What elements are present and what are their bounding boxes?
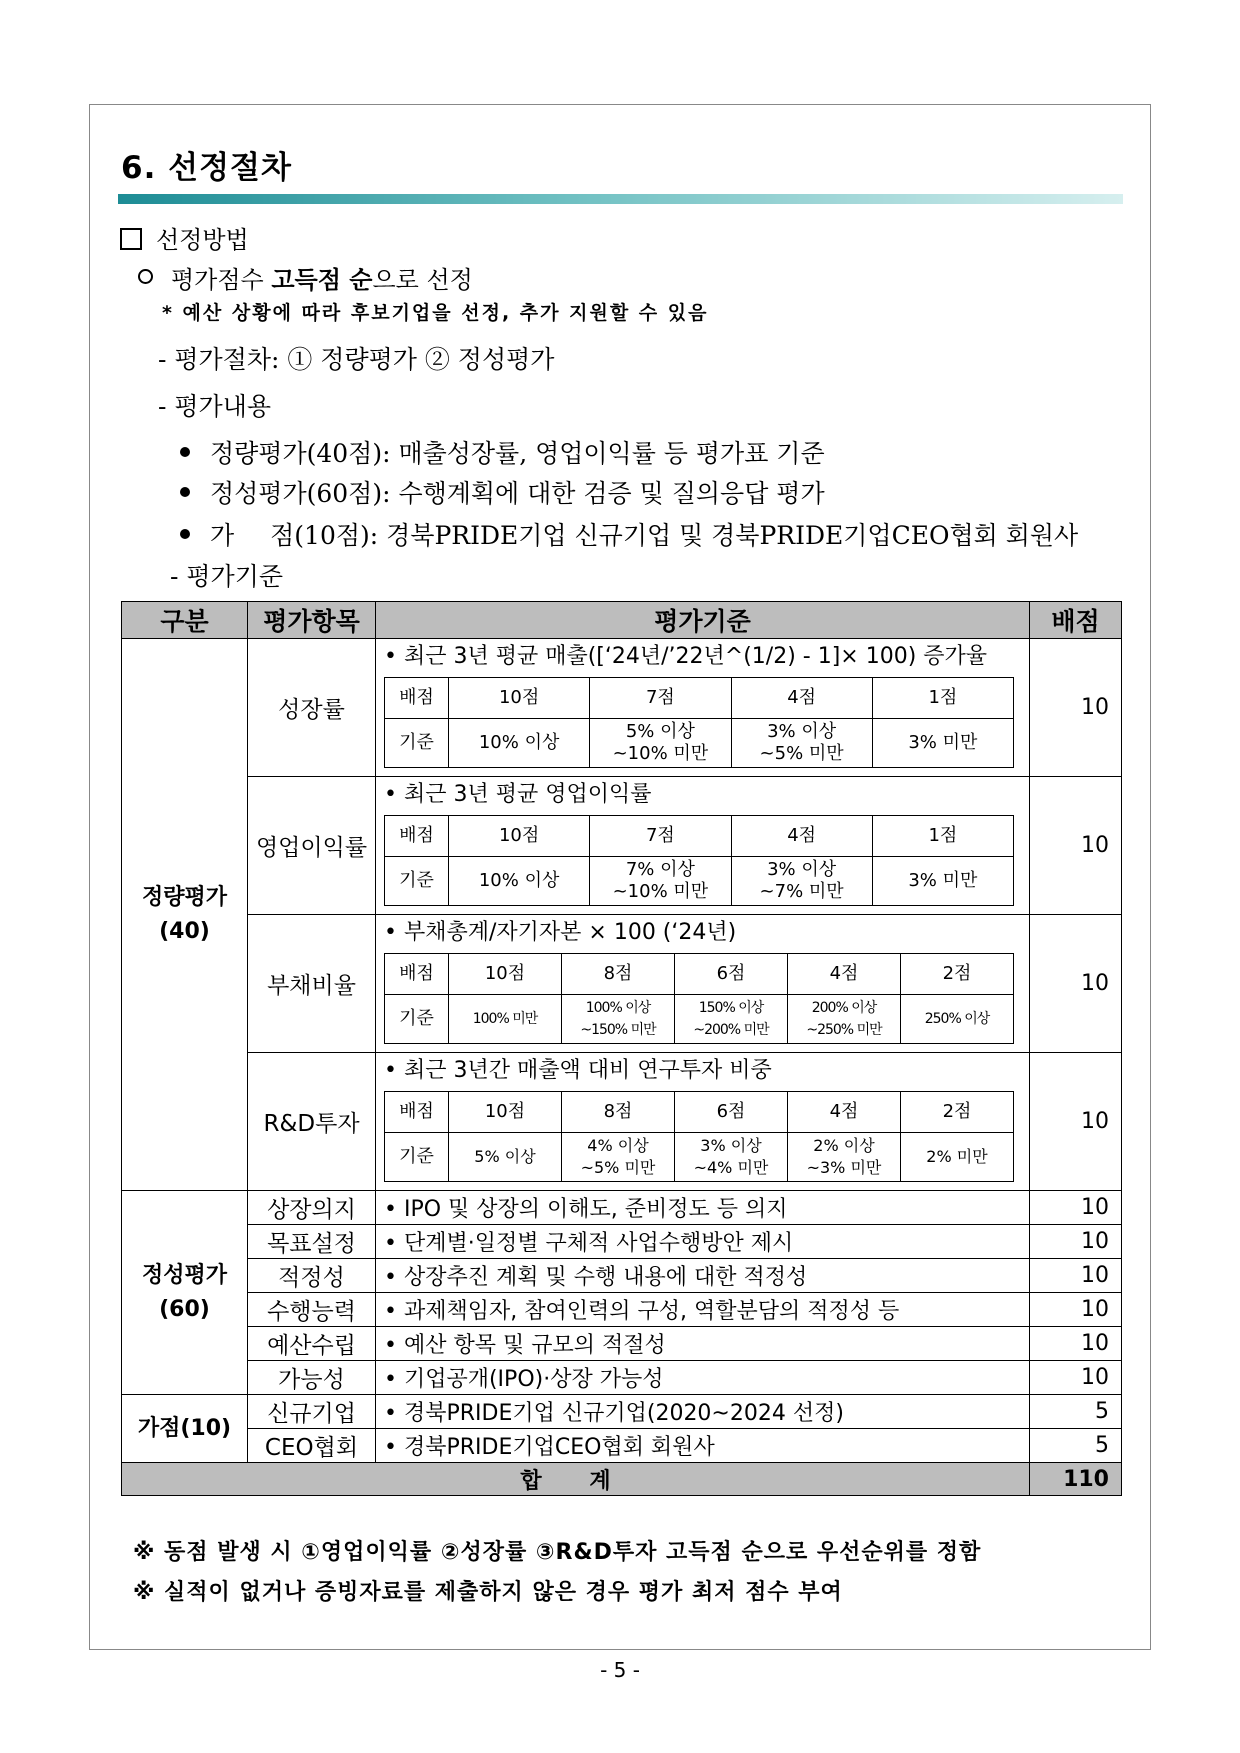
item-name: 상장의지 [248,1191,376,1225]
item-name: 부채비율 [248,915,376,1053]
item-name: 영업이익률 [248,777,376,915]
sub-value-cell: 2% 미만 [901,1133,1014,1182]
criteria-label: - 평가기준 [170,562,283,591]
bullet-label-b: 점(10점): [270,521,379,550]
bullet-dot-icon [180,529,190,539]
table-row [122,915,1122,1053]
sub-header-cell: 1점 [872,678,1013,719]
evaluation-table [121,601,1122,1496]
total-label: 합 계 [122,1463,1030,1496]
bullet-text: 경북PRIDE기업 신규기업 및 경북PRIDE기업CEO협회 회원사 [386,521,1079,550]
missing-evidence-note: ※ 실적이 없거나 증빙자료를 제출하지 않은 경우 평가 최저 점수 부여 [133,1580,843,1605]
criteria-text: • 최근 3년 평균 매출([‘24년/’22년^(1/2) - 1]× 100) 증가율 [384,644,988,669]
table-row [122,1429,1122,1463]
category-label: 정성평가 [141,1262,227,1288]
item-name: 성장률 [248,639,376,777]
score-cell: 10 [1030,1259,1122,1293]
sub-header-cell: 7점 [590,816,731,857]
sub-header-cell: 4점 [788,1092,901,1133]
criteria-text: • 부채총계/자기자본 × 100 (‘24년) [384,920,737,945]
bullet-text: 매출성장률, 영업이익률 등 평가표 기준 [398,439,825,468]
criteria-text: • 과제책임자, 참여인력의 구성, 역할분담의 적정성 등 [376,1293,1030,1327]
table-row [122,1225,1122,1259]
method-heading [120,220,249,255]
criteria-text: • 예산 항목 및 규모의 적절성 [376,1327,1030,1361]
sub-value-cell: 3% 이상 ~7% 미만 [731,857,872,906]
header-score: 배점 [1030,602,1122,639]
item-name: CEO협회 [248,1429,376,1463]
criteria-text: • 경북PRIDE기업 신규기업(2020~2024 선정) [376,1395,1030,1429]
sub-header-cell: 배점 [385,1092,449,1133]
sub-header-cell: 10점 [449,1092,562,1133]
sub-header-cell: 8점 [562,954,675,995]
score-cell: 10 [1030,639,1122,777]
table-row [122,1191,1122,1225]
score-cell: 10 [1030,1361,1122,1395]
bullet-quantitative [180,434,825,470]
header-criteria: 평가기준 [376,602,1030,639]
sub-score-table [384,953,1014,1044]
sub-header-cell: 10점 [449,678,590,719]
bullet-qualitative [180,474,825,510]
total-score: 110 [1030,1463,1122,1496]
sub-value-cell: 150% 이상 ~200% 미만 [675,995,788,1044]
criteria-cell [376,777,1030,915]
sub-value-cell: 100% 이상 ~150% 미만 [562,995,675,1044]
sub-value-cell: 250% 이상 [901,995,1014,1044]
sub-header-cell: 10점 [449,816,590,857]
sub-value-cell: 3% 미만 [872,719,1013,768]
sub-value-cell: 7% 이상 ~10% 미만 [590,857,731,906]
section-title: 6. 선정절차 [121,150,292,186]
sub-value-cell: 3% 미만 [872,857,1013,906]
item-name: 신규기업 [248,1395,376,1429]
item-name: R&D투자 [248,1053,376,1191]
header-item: 평가항목 [248,602,376,639]
item-name: 적정성 [248,1259,376,1293]
sub-header-cell: 8점 [562,1092,675,1133]
category-quant [122,639,248,1191]
sub-score-table [384,1091,1014,1182]
item-name: 목표설정 [248,1225,376,1259]
sub-value-cell: 기준 [385,719,449,768]
item-name: 수행능력 [248,1293,376,1327]
page-number: - 5 - [600,1658,640,1682]
item-name: 가능성 [248,1361,376,1395]
total-row [122,1463,1122,1496]
sub-header-cell: 2점 [901,1092,1014,1133]
header-category: 구분 [122,602,248,639]
sub-score-table [384,677,1014,768]
criteria-text: • IPO 및 상장의 이해도, 준비정도 등 의지 [376,1191,1030,1225]
score-cell: 10 [1030,915,1122,1053]
table-row [122,1395,1122,1429]
sub-value-cell: 기준 [385,1133,449,1182]
bullet-label-a: 가 [210,521,235,550]
sub-value-cell: 2% 이상 ~3% 미만 [788,1133,901,1182]
sub-header-cell: 4점 [731,816,872,857]
sub-value-cell: 10% 이상 [449,857,590,906]
category-bonus: 가점(10) [122,1395,248,1463]
criteria-text: • 최근 3년 평균 영업이익률 [384,782,652,807]
evaluation-procedure: - 평가절차: ① 정량평가 ② 정성평가 [158,345,555,374]
score-cell: 10 [1030,1053,1122,1191]
table-header-row [122,602,1122,639]
title-underline-bar [118,194,1123,204]
selection-rule [138,260,473,295]
score-cell: 10 [1030,1327,1122,1361]
sub-value-cell: 100% 미만 [449,995,562,1044]
table-row [122,1327,1122,1361]
sub-header-cell: 2점 [901,954,1014,995]
criteria-text: • 단계별·일정별 구체적 사업수행방안 제시 [376,1225,1030,1259]
table-row [122,1361,1122,1395]
tie-break-note: ※ 동점 발생 시 ①영업이익률 ②성장률 ③R&D투자 고득점 순으로 우선순위를 정함 [133,1540,982,1565]
sub-score-table [384,815,1014,906]
sub-value-cell: 200% 이상 ~250% 미만 [788,995,901,1044]
sub-header-cell: 배점 [385,816,449,857]
score-cell: 5 [1030,1395,1122,1429]
selection-rule-bold: 고득점 순 [271,266,373,294]
budget-note: * 예산 상황에 따라 후보기업을 선정, 추가 지원할 수 있음 [162,302,709,324]
sub-value-cell: 3% 이상 ~5% 미만 [731,719,872,768]
score-cell: 10 [1030,1293,1122,1327]
sub-value-cell: 기준 [385,995,449,1044]
category-label: 정량평가 [141,884,227,910]
item-name: 예산수립 [248,1327,376,1361]
method-heading-text: 선정방법 [156,226,249,254]
sub-header-cell: 1점 [872,816,1013,857]
sub-value-cell: 4% 이상 ~5% 미만 [562,1133,675,1182]
sub-header-cell: 6점 [675,1092,788,1133]
score-cell: 10 [1030,1191,1122,1225]
bullet-dot-icon [180,447,190,457]
table-row [122,1053,1122,1191]
table-row [122,1259,1122,1293]
criteria-cell [376,915,1030,1053]
sub-header-cell: 4점 [731,678,872,719]
category-score: (40) [159,918,210,944]
criteria-text: • 경북PRIDE기업CEO협회 회원사 [376,1429,1030,1463]
score-cell: 10 [1030,777,1122,915]
criteria-text: • 최근 3년간 매출액 대비 연구투자 비중 [384,1058,772,1083]
sub-value-cell: 5% 이상 ~10% 미만 [590,719,731,768]
table-row [122,639,1122,777]
sub-value-cell: 10% 이상 [449,719,590,768]
selection-rule-prefix: 평가점수 [171,266,272,294]
sub-header-cell: 7점 [590,678,731,719]
sub-header-cell: 6점 [675,954,788,995]
sub-header-cell: 배점 [385,954,449,995]
checkbox-icon [120,228,142,250]
sub-value-cell: 기준 [385,857,449,906]
table-row [122,1293,1122,1327]
criteria-text: • 기업공개(IPO)·상장 가능성 [376,1361,1030,1395]
sub-value-cell: 5% 이상 [449,1133,562,1182]
sub-header-cell: 배점 [385,678,449,719]
bullet-text: 수행계획에 대한 검증 및 질의응답 평가 [398,479,825,508]
category-score: (60) [159,1296,210,1322]
category-qual [122,1191,248,1395]
score-cell: 10 [1030,1225,1122,1259]
criteria-cell [376,1053,1030,1191]
bullet-label: 정량평가(40점): [210,439,391,468]
bullet-bonus [180,516,1078,552]
table-row [122,777,1122,915]
evaluation-content-label: - 평가내용 [158,392,271,421]
selection-rule-suffix: 으로 선정 [372,266,473,294]
bullet-dot-icon [180,487,190,497]
circle-bullet-icon [138,269,153,284]
criteria-cell [376,639,1030,777]
sub-value-cell: 3% 이상 ~4% 미만 [675,1133,788,1182]
sub-header-cell: 10점 [449,954,562,995]
bullet-label: 정성평가(60점): [210,479,391,508]
score-cell: 5 [1030,1429,1122,1463]
sub-header-cell: 4점 [788,954,901,995]
criteria-text: • 상장추진 계획 및 수행 내용에 대한 적정성 [376,1259,1030,1293]
